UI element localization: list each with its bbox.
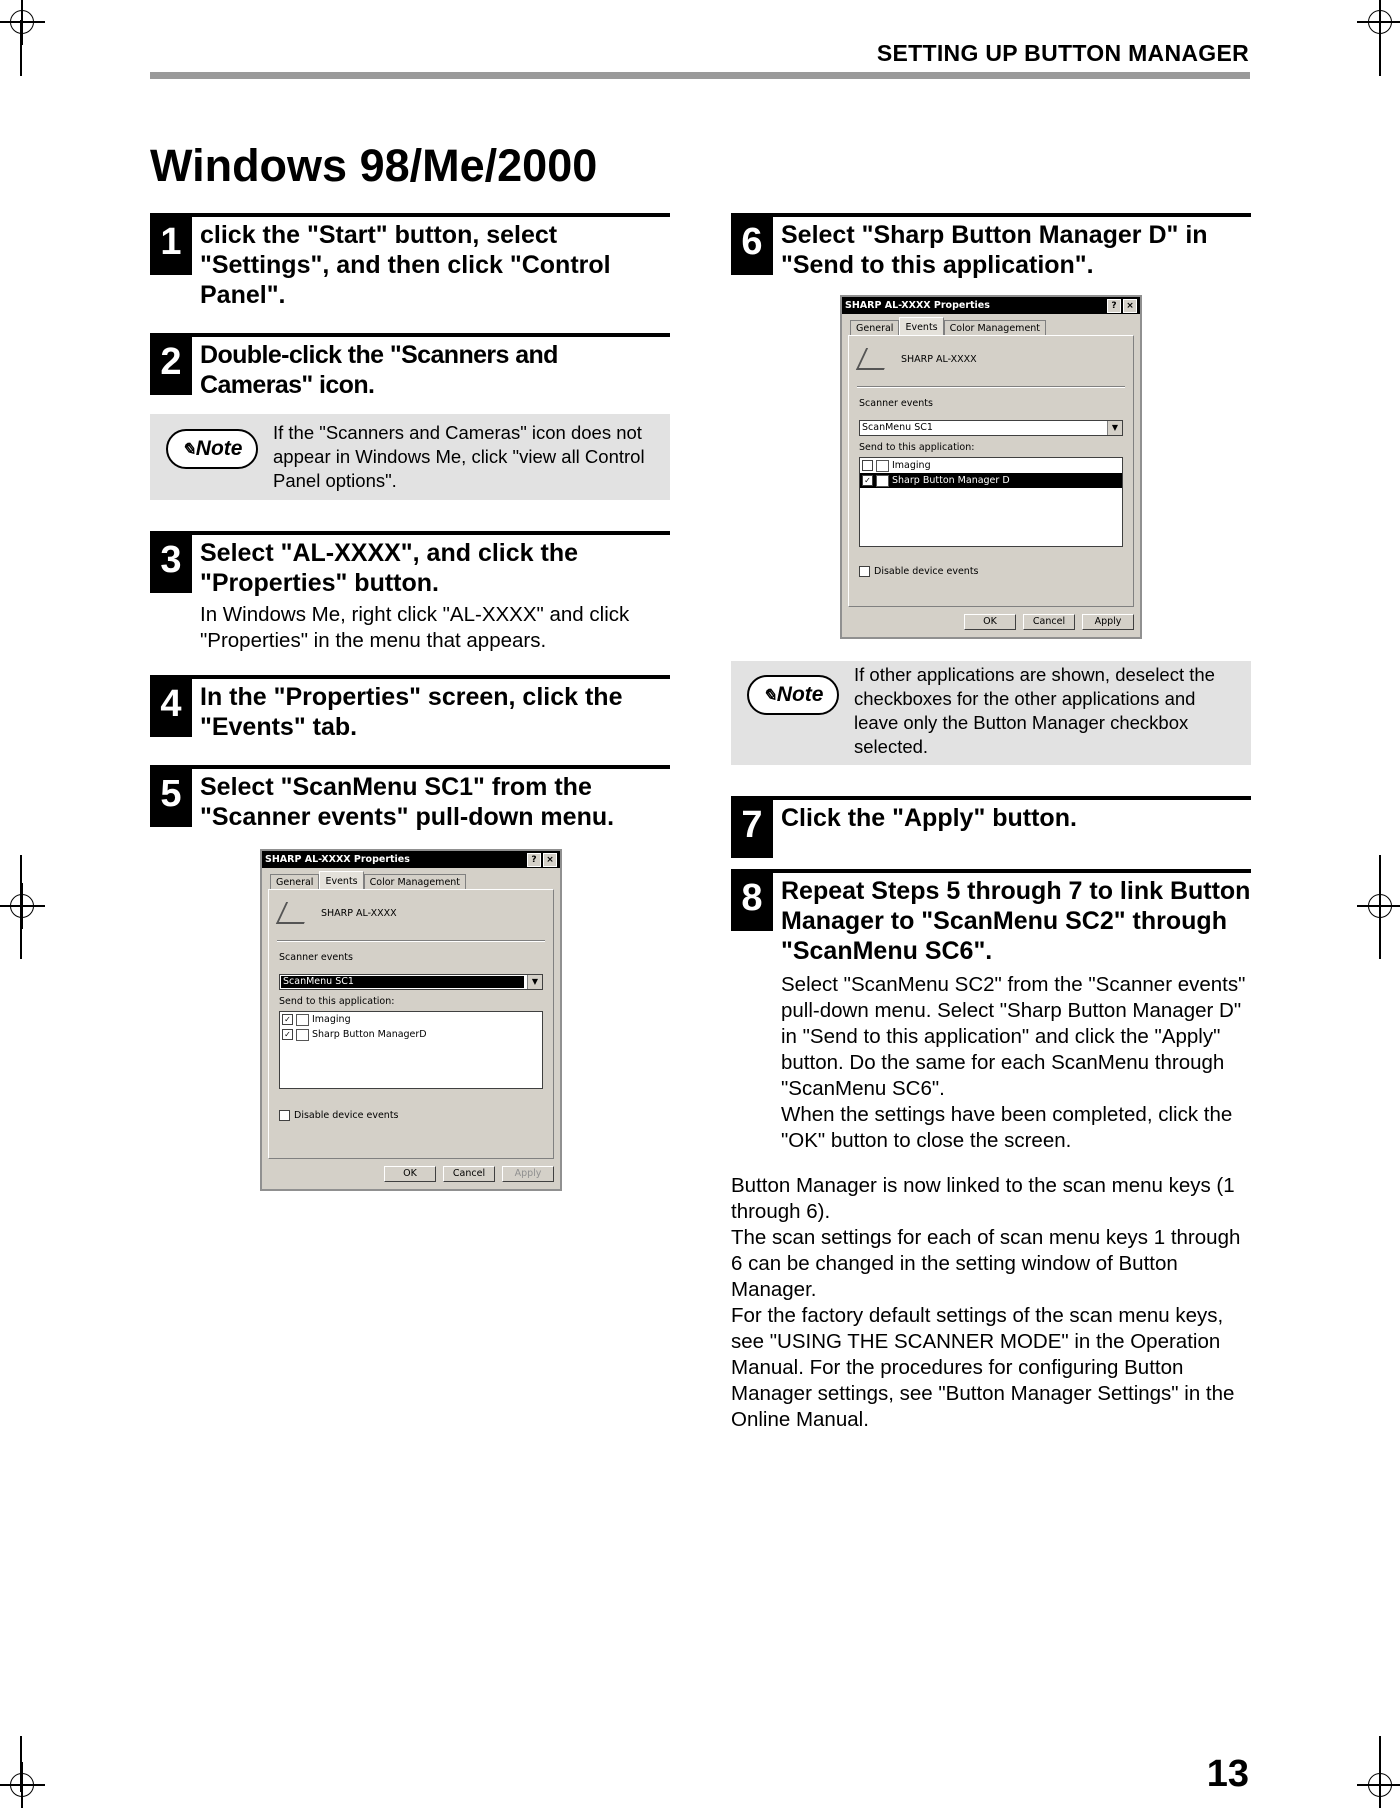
step-title: Select "Sharp Button Manager D" in "Send to this application". [781,221,1208,279]
apply-button[interactable]: Apply [502,1166,554,1182]
device-name: SHARP AL-XXXX [901,353,977,365]
step-title: click the "Start" button, select "Settings", and then click "Control Panel". [200,221,611,309]
step-number: 1 [150,217,192,275]
step-title: Double-click the "Scanners and Cameras" icon. [200,341,558,399]
list-item[interactable]: ✓ Imaging [280,1012,542,1027]
tab-general[interactable]: General [270,874,319,890]
trim-line [20,20,22,76]
dialog-titlebar: SHARP AL-XXXX Properties ? × [262,851,560,868]
tab-events[interactable]: Events [319,871,363,890]
page-number: 13 [1206,1753,1249,1795]
step-title: Select "ScanMenu SC1" from the "Scanner events" pull-down menu. [200,773,615,831]
step-6 [731,213,1251,280]
right-column [731,661,1251,765]
page-title: Windows 98/Me/2000 [150,140,598,191]
separator [857,386,1125,388]
checkbox-unchecked[interactable] [859,566,870,577]
properties-dialog-screenshot [260,849,562,1191]
trim-line [20,1736,22,1792]
help-icon[interactable]: ? [527,853,541,867]
properties-dialog-screenshot [840,295,1142,639]
application-list [859,457,1123,547]
button-manager-app-icon [876,475,889,487]
step-number: 2 [150,337,192,395]
scanner-icon [856,348,894,370]
step-number: 4 [150,679,192,737]
step-body: Select "ScanMenu SC2" from the "Scanner events" pull-down menu. Select "Sharp Button Manager D" in "Send to this application" and click the "Apply" button. Do the same for each ScanMenu through "ScanMenu SC6". [781,973,1246,1100]
dialog-buttons [964,614,1134,630]
left-column [150,765,670,832]
step-2 [150,333,670,400]
step-number: 8 [731,873,773,931]
dialog-buttons [384,1166,554,1182]
left-column [150,213,670,310]
header-rule [150,72,1250,79]
help-icon[interactable]: ? [1107,299,1121,313]
button-manager-app-icon [296,1029,309,1041]
separator [277,940,545,942]
step-5 [150,765,670,832]
note-box [150,414,670,500]
chevron-down-icon[interactable]: ▼ [1107,421,1122,435]
note-text: If other applications are shown, deselect the checkboxes for the other applications and leave only the Button Manager checkbox selected. [854,664,1215,757]
ok-button[interactable]: OK [964,614,1016,630]
step-3 [150,531,670,654]
trim-line [1379,855,1381,959]
step-4 [150,675,670,742]
imaging-app-icon [296,1014,309,1026]
right-column [731,796,1251,858]
tab-color-management[interactable]: Color Management [364,874,466,890]
list-item[interactable]: Imaging [860,458,1122,473]
apply-button[interactable]: Apply [1082,614,1134,630]
dialog-tabs [262,868,560,890]
scanner-events-dropdown[interactable]: ScanMenu SC1 ▼ [279,974,543,990]
registration-mark-mid-left [0,883,45,929]
list-item[interactable]: ✓ Sharp Button ManagerD [280,1027,542,1042]
scanner-events-label: Scanner events [279,952,353,963]
right-column [731,869,1251,1154]
checkbox-checked[interactable]: ✓ [282,1014,293,1025]
left-column [150,675,670,742]
device-row [281,902,397,924]
checkbox-unchecked[interactable] [279,1110,290,1121]
list-item-selected[interactable]: ✓ Sharp Button Manager D [860,473,1122,488]
step-number: 5 [150,769,192,827]
step-title: Repeat Steps 5 through 7 to link Button Manager to "ScanMenu SC2" through "ScanMenu SC6". [781,877,1251,965]
registration-mark-bottom-left [0,1762,45,1808]
note-text: If the "Scanners and Cameras" icon does not appear in Windows Me, click "view all Control Panel options". [273,422,645,491]
summary-paragraph: For the factory default settings of the scan menu keys, see "USING THE SCANNER MODE" in the Operation Manual. For the procedures for configuring Button Manager settings, see "Button Manager Settings" in the Online Manual. [731,1304,1235,1431]
imaging-app-icon [876,460,889,472]
close-icon[interactable]: × [543,853,557,867]
note-badge: ✎Note [747,675,839,715]
scanner-icon [276,902,314,924]
step-7 [731,796,1251,858]
ok-button[interactable]: OK [384,1166,436,1182]
summary-paragraph: Button Manager is now linked to the scan menu keys (1 through 6). [731,1174,1235,1223]
right-column [731,213,1251,280]
pencil-icon: ✎ [762,686,777,705]
dialog-titlebar: SHARP AL-XXXX Properties ? × [842,297,1140,314]
step-title: Select "AL-XXXX", and click the "Properties" button. [200,539,578,597]
cancel-button[interactable]: Cancel [443,1166,495,1182]
step-number: 6 [731,217,773,275]
trim-line [20,855,22,959]
checkbox-unchecked[interactable] [862,460,873,471]
application-list [279,1011,543,1089]
device-name: SHARP AL-XXXX [321,907,397,919]
checkbox-checked[interactable]: ✓ [862,475,873,486]
tab-color-management[interactable]: Color Management [944,320,1046,336]
step-number: 3 [150,535,192,593]
tab-events[interactable]: Events [899,317,943,336]
left-column [150,333,670,500]
trim-line [1379,20,1381,76]
step-title: Click the "Apply" button. [781,804,1077,832]
dialog-tabs [842,314,1140,336]
left-column [150,531,670,654]
header-title: SETTING UP BUTTON MANAGER [876,40,1249,66]
checkbox-checked[interactable]: ✓ [282,1029,293,1040]
step-1 [150,213,670,310]
pencil-icon: ✎ [181,440,196,459]
disable-device-events[interactable]: Disable device events [279,1110,399,1121]
cancel-button[interactable]: Cancel [1023,614,1075,630]
chevron-down-icon[interactable]: ▼ [527,975,542,989]
disable-device-events[interactable]: Disable device events [859,566,979,577]
scanner-events-dropdown[interactable]: ScanMenu SC1 ▼ [859,420,1123,436]
registration-mark-top-left [0,0,45,45]
send-to-label: Send to this application: [859,442,975,453]
dialog-panel [848,335,1134,607]
device-row [861,348,977,370]
note-box [731,661,1251,765]
dialog-panel [268,889,554,1159]
step-body: When the settings have been completed, click the "OK" button to close the screen. [781,1103,1233,1152]
step-8 [731,869,1251,1154]
step-number: 7 [731,800,773,858]
step-title: In the "Properties" screen, click the "Events" tab. [200,683,623,741]
step-body: In Windows Me, right click "AL-XXXX" and click "Properties" in the menu that appears. [200,603,630,652]
note-badge: ✎Note [166,429,258,469]
summary-paragraph: The scan settings for each of scan menu keys 1 through 6 can be changed in the setting window of Button Manager. [731,1226,1241,1301]
tab-general[interactable]: General [850,320,899,336]
scanner-events-label: Scanner events [859,398,933,409]
send-to-label: Send to this application: [279,996,395,1007]
summary-text [731,1173,1251,1433]
trim-line [1379,1736,1381,1792]
close-icon[interactable]: × [1123,299,1137,313]
